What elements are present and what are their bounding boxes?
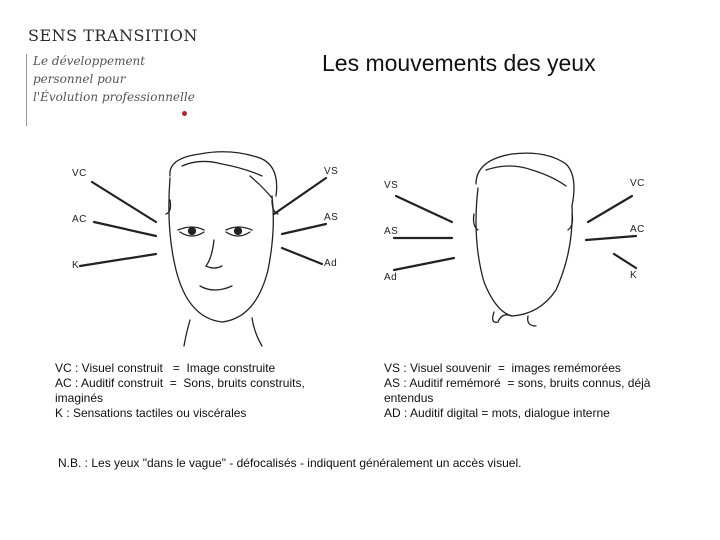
desc-as: AS : Auditif remémoré = sons, bruits connus, déjà <box>384 376 651 390</box>
desc-vs: VS : Visuel souvenir = images remémorées <box>384 361 621 375</box>
label-as-right: AS <box>384 226 399 237</box>
label-k-right: K <box>630 270 638 281</box>
back-head-drawing <box>474 153 575 326</box>
desc-ad: AD : Auditif digital = mots, dialogue interne <box>384 406 610 420</box>
left-arrow-vc <box>92 182 156 222</box>
left-arrow-vs <box>274 178 326 214</box>
left-arrow-ac <box>94 222 156 236</box>
footnote: N.B. : Les yeux "dans le vague" - défocalisés - indiquent généralement un accès visuel. <box>58 456 522 470</box>
logo-tagline-line-1: Le développement <box>33 54 146 68</box>
right-arrow-ad <box>394 258 454 270</box>
front-face-drawing <box>166 152 278 346</box>
right-arrow-ac <box>586 236 636 240</box>
left-arrow-as <box>282 224 326 234</box>
desc-ac: AC : Auditif construit = Sons, bruits construits, <box>55 376 305 390</box>
label-vs-right: VS <box>384 180 399 191</box>
desc-ac-cont: imaginés <box>55 391 104 405</box>
label-vc-left: VC <box>72 168 87 179</box>
page-title: Les mouvements des yeux <box>322 50 596 76</box>
desc-k: K : Sensations tactiles ou viscérales <box>55 406 247 420</box>
right-arrow-k <box>614 254 636 268</box>
label-vs-left: VS <box>324 166 339 177</box>
label-as-left: AS <box>324 212 339 223</box>
logo-brand: SENS TRANSITION <box>28 26 198 45</box>
left-arrow-ad <box>282 248 322 264</box>
label-ac-right: AC <box>630 224 645 235</box>
left-arrow-k <box>80 254 156 266</box>
logo-tagline-line-3: l'Évolution professionnelle <box>33 90 195 104</box>
label-k-left: K <box>72 260 80 271</box>
right-descriptions <box>384 361 684 421</box>
label-ad-right: Ad <box>384 272 398 283</box>
desc-vc: VC : Visuel construit = Image construite <box>55 361 276 375</box>
right-arrow-vs <box>396 196 452 222</box>
left-descriptions <box>55 361 355 421</box>
label-vc-right: VC <box>630 178 645 189</box>
label-ac-left: AC <box>72 214 87 225</box>
desc-as-cont: entendus <box>384 391 434 405</box>
label-ad-left: Ad <box>324 258 338 269</box>
logo-tagline-line-2: personnel pour <box>33 72 126 86</box>
right-arrow-vc <box>588 196 632 222</box>
